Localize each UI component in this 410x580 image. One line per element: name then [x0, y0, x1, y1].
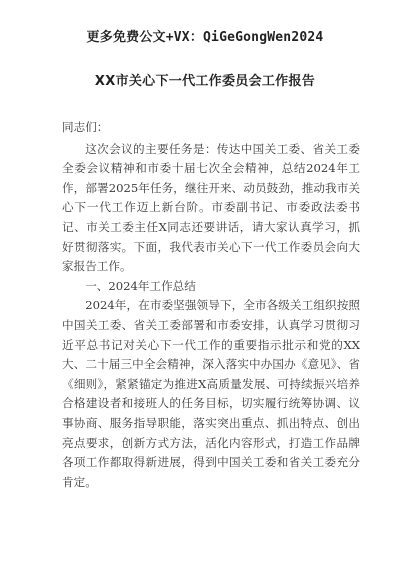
document-title: XX市关心下一代工作委员会工作报告 [94, 74, 316, 89]
intro-paragraph: 这次会议的主要任务是：传达中国关工委、省关工委全委会议精神和市委十届七次全会精神，总结2024年工作，部署2025年任务，继往开来、动员鼓劲，推动我市关心下一代工作迈上新台阶。市委副书记、市委政法委书记、市关工委主任X同志还要讲话，请大家认真学习，抓好贯彻落实。下面，我代表市关心下一代工作委员会向大家报告工作。 [62, 141, 360, 274]
document-body [62, 118, 360, 492]
section-paragraph: 2024年，在市委坚强领导下，全市各级关工组织按照中国关工委、省关工委部署和市委安排，认真学习贯彻习近平总书记对关心下一代工作的重要指示批示和党的XX大、二十届三中全会精神，深入落实中办国办《意见》、省《细则》，紧紧锚定为推进X高质量发展、可持续振兴培养合格建设者和接班人的任务目标，切实履行统筹协调、议事协商、服务指导职能，落实突出重点、抓出特点、创出亮点要求，创新方式方法，活化内容形式，打造工作品牌各项工作都取得新进展，得到中国关工委和省关工委充分肯定。 [62, 298, 360, 489]
salutation: 同志们： [62, 120, 109, 134]
header-banner: 更多免费公文+VX：QiGeGongWen2024 [86, 30, 324, 45]
section-heading: 一、2024年工作总结 [85, 278, 196, 293]
